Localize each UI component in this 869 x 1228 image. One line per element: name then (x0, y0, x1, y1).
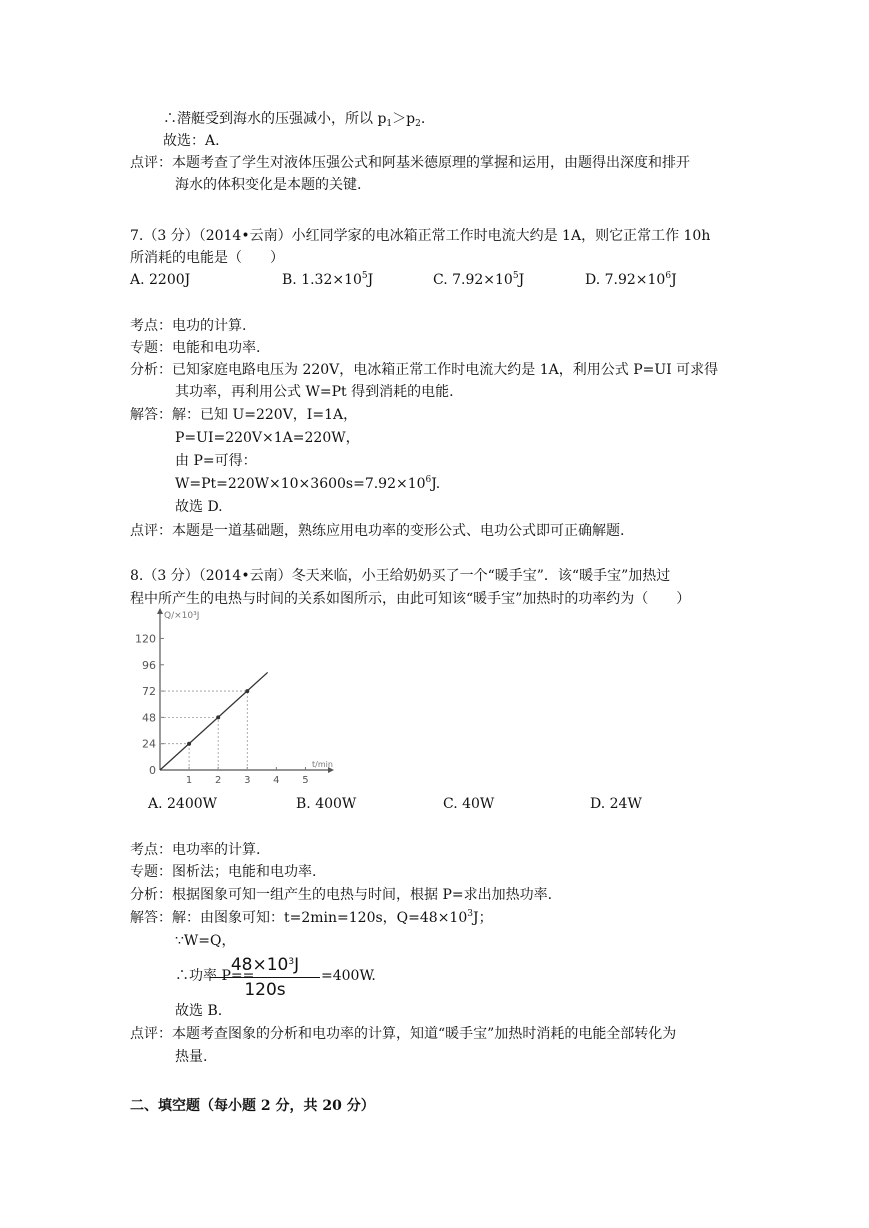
section-title: 二、填空题（每小题 2 分，共 20 分） (130, 1098, 375, 1114)
q7-option-b: B. $1.32\times 10^5J$ (282, 271, 374, 288)
q7-option-d: D. $7.92\times 10^6J$ (585, 271, 677, 288)
q7-stem-line2: 所消耗的电能是（ ） (130, 250, 284, 266)
q7-jieda-line4: $W=Pt=220W\times 10\times 3600s=7.92\times 10^6J$. (175, 475, 441, 492)
prev-comment-line2: 海水的体积变化是本题的关键. (175, 177, 362, 193)
data-point (216, 715, 220, 719)
data-point (245, 689, 249, 693)
y-axis-label: Q/×10³J (164, 611, 200, 621)
q8-zhuanti: 专题：图析法；电能和电功率. (130, 864, 317, 880)
q7-jieda-line3: 由 P=可得： (175, 453, 257, 469)
q8-dianping-line2: 热量. (175, 1049, 208, 1065)
fraction-numerator: $48\times 10^3J$ (210, 955, 320, 978)
x-tick-label: 3 (244, 775, 251, 786)
q8-power-fraction (210, 955, 320, 1000)
x-tick-label: 1 (185, 775, 193, 786)
q8-option-b: B. 400W (296, 796, 357, 812)
q8-jieda-line1: 解答：解：由图象可知：t=2min=120s，$Q=48\times 10^3J$； (130, 909, 493, 926)
q8-power-prefix: ∴功率 P== (175, 968, 255, 984)
x-axis-label: t/min (312, 760, 333, 769)
q8-option-a: A. 2400W (148, 796, 218, 812)
q7-dianping: 点评：本题是一道基础题，熟练应用电功率的变形公式、电功公式即可正确解题. (130, 523, 625, 539)
y-tick-label: 96 (142, 658, 156, 672)
prev-comment-line1: 点评：本题考查了学生对液体压强公式和阿基米德原理的掌握和运用，由题得出深度和排开 (130, 155, 690, 171)
q7-kaodian: 考点：电功的计算. (130, 318, 247, 334)
q8-chart (135, 611, 338, 787)
y-tick-label: 24 (142, 737, 156, 751)
prev-answer: 故选：A. (163, 133, 220, 149)
q7-zhuanti: 专题：电能和电功率. (130, 340, 261, 356)
q8-option-c: C. 40W (443, 796, 495, 812)
q8-kaodian: 考点：电功率的计算. (130, 842, 261, 858)
q8-option-d: D. 24W (590, 796, 642, 812)
y-tick-label: 72 (142, 685, 156, 699)
fraction-denominator: 120s (244, 980, 286, 1000)
q8-stem-line2: 程中所产生的电热与时间的关系如图所示，由此可知该“暖手宝”加热时的功率约为（ ） (130, 591, 691, 607)
q8-stem-line1: 8.（3 分）（2014•云南）冬天来临，小王给奶奶买了一个“暖手宝”．该“暖手宝”加热过 (130, 568, 671, 584)
prev-conclusion-line: ∴潜艇受到海水的压强减小，所以 $p_1>p_2$. (163, 111, 426, 129)
x-tick-label: 2 (214, 775, 222, 786)
q7-stem-line1: 7.（3 分）（2014•云南）小红同学家的电冰箱正常工作时电流大约是 1A，则它正常工作 10h (130, 228, 711, 244)
q7-option-a: A. 2200J (130, 272, 191, 288)
q8-dianping-line1: 点评：本题考查图象的分析和电功率的计算，知道“暖手宝”加热时消耗的电能全部转化为 (130, 1026, 677, 1042)
x-tick-label: 5 (302, 775, 309, 786)
q7-answer: 故选 D. (175, 499, 223, 515)
series-line (160, 672, 268, 770)
q8-fenxi: 分析：根据图象可知一组产生的电热与时间，根据 P=求出加热功率. (130, 887, 553, 903)
q7-option-c: C. $7.92\times 10^5J$ (433, 271, 525, 288)
q7-fenxi-line2: 其功率，再利用公式 W=Pt 得到消耗的电能. (175, 384, 454, 400)
q7-jieda-line1: 解答：解：已知 U=220V，I=1A， (130, 407, 358, 423)
q8-jieda-line2: ∵W=Q， (175, 933, 236, 949)
y-tick-label: 48 (142, 711, 156, 725)
x-tick-label: 4 (273, 775, 280, 786)
y-tick-label: 0 (149, 764, 156, 777)
q8-power-result: =400W. (321, 968, 376, 984)
q7-jieda-line2: P=UI=220V×1A=220W， (175, 430, 360, 446)
y-tick-label: 120 (135, 632, 156, 646)
data-point (187, 742, 191, 746)
q7-fenxi-line1: 分析：已知家庭电路电压为 220V，电冰箱正常工作时电流大约是 1A，利用公式 P=UI 可求得 (130, 362, 719, 378)
q8-answer: 故选 B. (175, 1003, 223, 1019)
